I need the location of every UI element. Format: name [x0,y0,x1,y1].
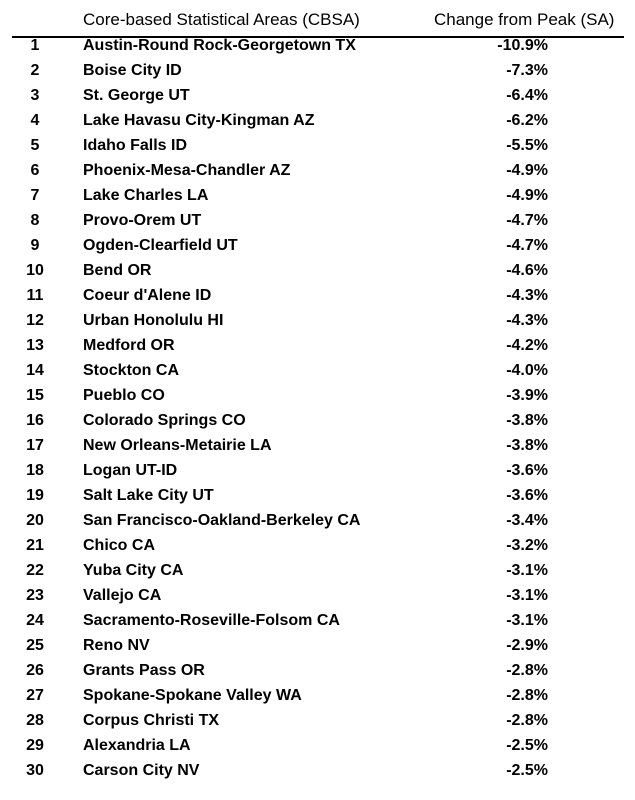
row-cbsa-name: Colorado Springs CO [83,412,246,429]
row-rank: 13 [26,337,44,354]
table-row [0,210,635,235]
row-change-value: -2.5% [506,737,548,754]
row-rank: 23 [26,587,44,604]
row-change-value: -2.8% [506,687,548,704]
table-row [0,110,635,135]
row-cbsa-name: Grants Pass OR [83,662,205,679]
row-change-value: -3.1% [506,612,548,629]
row-cbsa-name: Lake Charles LA [83,187,209,204]
table-row [0,335,635,360]
table-row [0,360,635,385]
row-cbsa-name: Logan UT-ID [83,462,178,479]
table-row [0,385,635,410]
table-header [0,0,635,38]
row-cbsa-name: Yuba City CA [83,562,184,579]
row-cbsa-name: Carson City NV [83,762,200,779]
table-row [0,60,635,85]
table-body [0,35,635,785]
row-rank: 30 [26,762,44,779]
row-cbsa-name: Alexandria LA [83,737,191,754]
row-rank: 10 [26,262,44,279]
row-rank: 22 [26,562,44,579]
row-cbsa-name: Idaho Falls ID [83,137,188,154]
row-rank: 3 [30,87,40,104]
row-cbsa-name: Spokane-Spokane Valley WA [83,687,302,704]
row-rank: 14 [26,362,44,379]
row-cbsa-name: Pueblo CO [83,387,165,404]
row-cbsa-name: St. George UT [83,87,190,104]
row-rank: 21 [26,537,44,554]
row-change-value: -4.0% [506,362,548,379]
row-change-value: -6.2% [506,112,548,129]
table-row [0,510,635,535]
row-rank: 12 [26,312,44,329]
row-change-value: -10.9% [497,37,548,54]
row-change-value: -4.9% [506,162,548,179]
row-change-value: -4.6% [506,262,548,279]
row-cbsa-name: Coeur d'Alene ID [83,287,212,304]
row-change-value: -3.8% [506,437,548,454]
row-change-value: -2.9% [506,637,548,654]
table-row [0,310,635,335]
row-cbsa-name: Salt Lake City UT [83,487,214,504]
row-change-value: -3.8% [506,412,548,429]
row-rank: 8 [30,212,40,229]
table-row [0,85,635,110]
row-rank: 16 [26,412,44,429]
row-change-value: -3.4% [506,512,548,529]
row-rank: 26 [26,662,44,679]
table-row [0,410,635,435]
row-rank: 17 [26,437,44,454]
row-rank: 2 [30,62,40,79]
table-row [0,160,635,185]
row-cbsa-name: Chico CA [83,537,155,554]
row-change-value: -4.3% [506,312,548,329]
table-row [0,760,635,785]
row-change-value: -5.5% [506,137,548,154]
row-change-value: -4.9% [506,187,548,204]
row-rank: 28 [26,712,44,729]
row-cbsa-name: Bend OR [83,262,152,279]
table-row [0,35,635,60]
row-cbsa-name: Medford OR [83,337,175,354]
table-row [0,685,635,710]
row-change-value: -4.2% [506,337,548,354]
row-change-value: -3.6% [506,462,548,479]
row-change-value: -2.5% [506,762,548,779]
row-rank: 6 [30,162,40,179]
row-rank: 7 [30,187,40,204]
table-row [0,185,635,210]
row-rank: 9 [30,237,40,254]
header-cbsa: Core-based Statistical Areas (CBSA) [83,10,360,29]
table-row [0,710,635,735]
table-row [0,635,635,660]
row-change-value: -4.7% [506,237,548,254]
table-row [0,485,635,510]
row-rank: 25 [26,637,44,654]
row-rank: 11 [26,287,44,304]
row-rank: 5 [30,137,40,154]
row-cbsa-name: Corpus Christi TX [83,712,220,729]
row-change-value: -4.3% [506,287,548,304]
row-cbsa-name: Provo-Orem UT [83,212,202,229]
table-row [0,560,635,585]
row-cbsa-name: Phoenix-Mesa-Chandler AZ [83,162,291,179]
row-change-value: -4.7% [506,212,548,229]
row-rank: 18 [26,462,44,479]
row-cbsa-name: Austin-Round Rock-Georgetown TX [83,37,356,54]
header-change-from-peak: Change from Peak (SA) [434,10,615,29]
table-row [0,585,635,610]
row-rank: 15 [26,387,44,404]
row-cbsa-name: Reno NV [83,637,150,654]
table-row [0,260,635,285]
row-cbsa-name: Boise City ID [83,62,182,79]
row-rank: 24 [26,612,44,629]
row-rank: 27 [26,687,44,704]
table-row [0,435,635,460]
row-change-value: -6.4% [506,87,548,104]
table-row [0,735,635,760]
row-change-value: -3.9% [506,387,548,404]
row-change-value: -3.1% [506,587,548,604]
row-rank: 19 [26,487,44,504]
table-row [0,460,635,485]
row-change-value: -7.3% [506,62,548,79]
row-change-value: -2.8% [506,662,548,679]
table-row [0,535,635,560]
row-change-value: -2.8% [506,712,548,729]
row-cbsa-name: Vallejo CA [83,587,162,604]
row-change-value: -3.2% [506,537,548,554]
table-row [0,610,635,635]
row-change-value: -3.1% [506,562,548,579]
table-row [0,135,635,160]
table-row [0,660,635,685]
row-rank: 1 [30,37,40,54]
row-cbsa-name: Urban Honolulu HI [83,312,224,329]
row-cbsa-name: Stockton CA [83,362,179,379]
row-cbsa-name: Ogden-Clearfield UT [83,237,238,254]
row-cbsa-name: San Francisco-Oakland-Berkeley CA [83,512,361,529]
table-row [0,235,635,260]
table-row [0,285,635,310]
row-cbsa-name: New Orleans-Metairie LA [83,437,272,454]
row-rank: 20 [26,512,44,529]
row-rank: 4 [30,112,40,129]
row-cbsa-name: Lake Havasu City-Kingman AZ [83,112,315,129]
row-cbsa-name: Sacramento-Roseville-Folsom CA [83,612,340,629]
row-rank: 29 [26,737,44,754]
row-change-value: -3.6% [506,487,548,504]
